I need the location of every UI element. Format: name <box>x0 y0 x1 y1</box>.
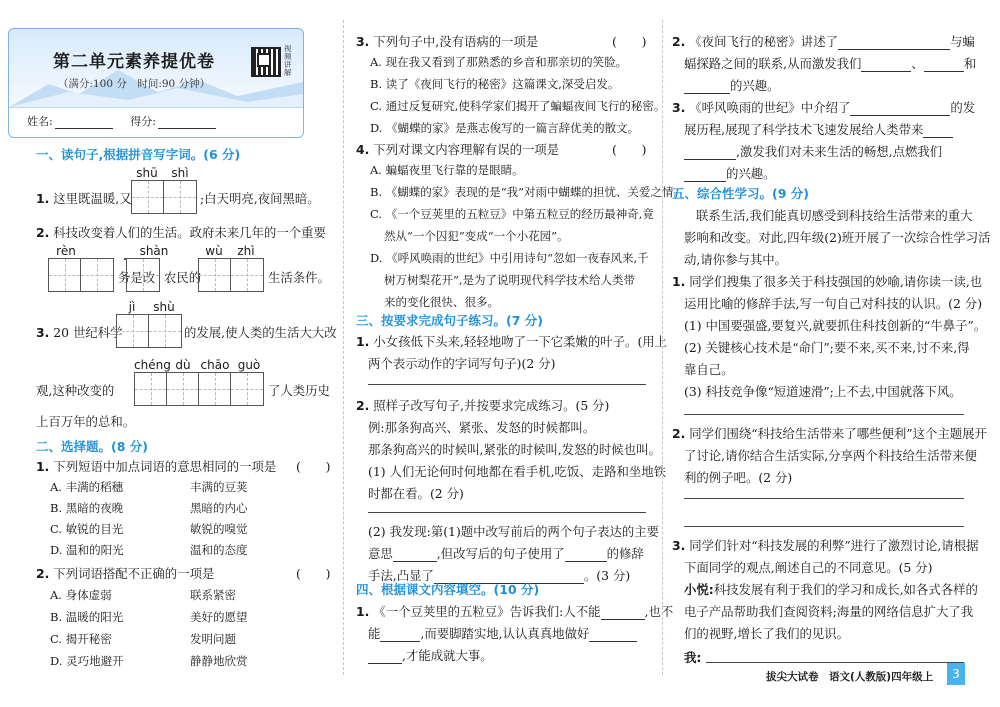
answer-line[interactable] <box>684 414 964 415</box>
answer-paren[interactable]: ( ) <box>296 566 331 581</box>
option-b-right: 美好的愿望 <box>190 610 248 624</box>
s2-q4-text: 4. 下列对课文内容理解有误的一项是 <box>356 142 560 157</box>
exam-title: 第二单元素养提优卷 <box>53 52 215 72</box>
answer-paren[interactable]: ( ) <box>612 34 647 49</box>
sub1-line1: (1) 人们无论何时何地都在看手机,吃饭、走路和坐地铁 <box>368 464 667 479</box>
s5-intro-2: 影响和改变。对此,四年级(2)班开展了一次综合性学习活 <box>684 230 991 245</box>
option-b[interactable]: B. 《蝴蝶的家》表现的是“我”对雨中蝴蝶的担忧、关爱之情。 <box>370 185 686 199</box>
s3-q2-line1: 2. 照样子改写句子,并按要求完成练习。(5 分) <box>356 398 610 413</box>
name-label: 姓名: <box>27 115 53 128</box>
score-label: 得分: <box>130 115 156 128</box>
s4-q2-line3: 的兴趣。 <box>684 76 780 94</box>
option-c-right: 发明问题 <box>190 632 236 646</box>
char-grid[interactable] <box>116 314 182 348</box>
option-b[interactable]: B. 读了《夜间飞行的秘密》这篇课文,深受启发。 <box>370 77 620 91</box>
s2-q1-text: 1. 下列短语中加点词语的意思相同的一项是 <box>36 459 277 474</box>
s1-q3-line2b: 了人类历史 <box>268 383 330 398</box>
char-grid[interactable] <box>198 258 264 292</box>
s1-q1-after: ;白天明亮,夜间黑暗。 <box>200 191 320 206</box>
answer-line[interactable] <box>706 662 964 663</box>
s5-q3-view2: 电子产品帮助我们查阅资料;海量的网络信息扩大了我 <box>684 604 974 619</box>
s5-intro-3: 动,请你参与其中。 <box>684 252 788 267</box>
answer-line[interactable] <box>368 384 646 385</box>
section-3-title: 三、按要求完成句子练习。(7 分) <box>356 313 543 328</box>
option-b-right: 黑暗的内心 <box>190 501 248 515</box>
section-2-title: 二、选择题。(8 分) <box>36 439 148 454</box>
pinyin: shì <box>171 166 189 180</box>
s4-q3-line3: ,激发我们对未来生活的畅想,点燃我们 <box>684 142 942 160</box>
s3-q1-line2: 两个表示动作的字词写句子)(2 分) <box>368 356 556 371</box>
option-a-right: 丰满的豆荚 <box>190 480 248 494</box>
pinyin: rèn <box>56 244 76 258</box>
fill-blank[interactable] <box>368 650 402 664</box>
example-2: 那条狗高兴的时候叫,紧张的时候叫,发怒的时候也叫。 <box>368 442 661 457</box>
s4-q3-line2: 展历程,展现了科学技术飞速发展给人类带来 <box>684 120 953 138</box>
s5-q1-line2: 运用比喻的修辞手法,写一句自己对科技的认识。(2 分) <box>684 296 983 311</box>
s5-q1-s2: (2) 关键核心技术是“命门”;要不来,买不来,讨不来,得 <box>684 340 970 355</box>
option-c[interactable]: C. 揭开秘密 <box>50 632 112 646</box>
option-c[interactable]: C. 《一个豆荚里的五粒豆》中第五粒豆的经历最神奇,竟 <box>370 207 654 221</box>
column-divider <box>343 20 344 675</box>
option-a[interactable]: A. 蝙蝠夜里飞行靠的是眼睛。 <box>370 163 524 177</box>
fill-blank[interactable] <box>565 548 607 562</box>
answer-paren[interactable]: ( ) <box>296 459 331 474</box>
s5-q3-view1: 小悦:科技发展有利于我们的学习和成长,如各式各样的 <box>684 582 978 597</box>
answer-line[interactable] <box>684 498 964 499</box>
section-4-title: 四、根据课文内容填空。(10 分) <box>356 582 540 597</box>
footer-text: 拔尖大试卷 语文(人教版)四年级上 <box>766 671 934 683</box>
column-divider <box>662 20 663 675</box>
fill-blank[interactable] <box>684 168 726 182</box>
s1-q2-a: 务是改 <box>118 270 156 285</box>
pinyin: jì <box>128 300 136 314</box>
option-a[interactable]: A. 现在我又看到了那熟悉的乡音和那亲切的笑脸。 <box>370 55 628 69</box>
qr-code-icon[interactable] <box>251 47 281 77</box>
fill-blank[interactable] <box>923 124 953 138</box>
option-d[interactable]: D. 温和的阳光 <box>50 543 124 557</box>
s1-q3-after: 的发展,使人类的生活大大改 <box>184 325 337 340</box>
pinyin: guò <box>237 358 261 372</box>
example-1: 例:那条狗高兴、紧张、发怒的时候都叫。 <box>368 420 596 435</box>
pinyin: wù <box>205 244 223 258</box>
s5-intro-1: 联系生活,我们能真切感受到科技给生活带来的重大 <box>696 208 973 223</box>
s5-q3-line2: 下面同学的观点,阐述自己的不同意见。(5 分) <box>684 560 933 575</box>
fill-blank[interactable] <box>393 548 437 562</box>
s1-q3-text: 3. 20 世纪科学 <box>36 325 123 340</box>
fill-blank[interactable] <box>924 58 964 72</box>
s1-q1-text: 1. 这里既温暖,又 <box>36 191 132 206</box>
s5-q1-line1: 1. 同学们搜集了很多关于科技强国的妙喻,请你读一读,也 <box>672 274 983 289</box>
sub2-line2: 意思 ,但改写后的句子使用了 的修辞 <box>368 546 644 561</box>
fill-blank[interactable] <box>684 146 736 160</box>
s5-q2-line2: 了讨论,请你结合生活实际,分享两个科技给生活带来便 <box>684 448 977 463</box>
option-d[interactable]: D. 《呼风唤雨的世纪》中引用诗句“忽如一夜春风来,千 <box>370 251 649 265</box>
fill-blank[interactable] <box>838 36 950 50</box>
char-grid[interactable] <box>126 258 160 292</box>
s1-q2-b: 农民的 <box>164 270 202 285</box>
s2-q3-text: 3. 下列句子中,没有语病的一项是 <box>356 34 539 49</box>
s5-q2-line1: 2. 同学们围绕“科技给生活带来了哪些便利”这个主题展开 <box>672 426 987 441</box>
header-box <box>8 28 304 138</box>
option-b[interactable]: B. 温暖的阳光 <box>50 610 124 624</box>
name-score-row <box>9 107 303 137</box>
s1-q3-line3: 上百万年的总和。 <box>36 414 136 429</box>
option-c-right: 敏锐的嗅觉 <box>190 522 248 536</box>
s4-q1-line1: 1. 《一个豆荚里的五粒豆》告诉我们:人不能 ,也不 <box>356 604 674 619</box>
s5-q1-s3: (3) 科技竞争像“短道速滑”;上不去,中国就落下风。 <box>684 384 962 399</box>
option-c[interactable]: C. 敏锐的目光 <box>50 522 124 536</box>
answer-line[interactable] <box>368 512 646 513</box>
section-5-title: 五、综合性学习。(9 分) <box>672 186 809 201</box>
name-blank[interactable] <box>55 115 113 129</box>
s5-q2-line3: 利的例子吧。(2 分) <box>684 470 793 485</box>
pinyin: chéng <box>134 358 171 372</box>
score-blank[interactable] <box>158 115 216 129</box>
s4-q1-line2: 能 ,而要脚踏实地,认认真真地做好 <box>368 624 637 642</box>
char-grid[interactable] <box>131 180 197 214</box>
pinyin: dù <box>175 358 191 372</box>
option-d-cont: 来的变化很快、很多。 <box>384 295 499 309</box>
qr-label: 视频讲解 <box>284 44 292 77</box>
s5-q3-line1: 3. 同学们针对“科技发展的利弊”进行了激烈讨论,请根据 <box>672 538 979 553</box>
pinyin: zhì <box>237 244 255 258</box>
pinyin: shū <box>136 166 158 180</box>
sub1-line2: 时都在看。(2 分) <box>368 486 464 501</box>
sub2-line1: (2) 我发现:第(1)题中改写前后的两个句子表达的主要 <box>368 524 660 539</box>
s5-q1-s1: (1) 中国要强盛,要复兴,就要抓住科技创新的“牛鼻子”。 <box>684 318 987 333</box>
s4-q1-line3: ,才能成就大事。 <box>368 646 493 664</box>
option-d[interactable]: D. 灵巧地避开 <box>50 654 124 668</box>
s4-q3-line4: 的兴趣。 <box>684 164 776 182</box>
s4-q2-line2: 蝠探路之间的联系,从而激发我们 、 和 <box>684 56 977 71</box>
section-1-title: 一、读句子,根据拼音写字词。(6 分) <box>36 147 241 162</box>
char-grid[interactable] <box>48 258 114 292</box>
option-d-right: 温和的态度 <box>190 543 248 557</box>
s5-q1-s2b: 靠自己。 <box>684 362 734 377</box>
pinyin: shù <box>153 300 175 314</box>
option-d[interactable]: D. 《蝴蝶的家》是燕志俊写的一篇言辞优美的散文。 <box>370 121 640 135</box>
answer-paren[interactable]: ( ) <box>612 142 647 157</box>
fill-blank[interactable] <box>684 80 730 94</box>
option-a-right: 联系紧密 <box>190 588 236 602</box>
page-number: 3 <box>947 663 965 685</box>
option-d-right: 静静地欣赏 <box>190 654 248 668</box>
s4-q3-line1: 3. 《呼风唤雨的世纪》中介绍了 的发 <box>672 100 976 115</box>
fill-blank[interactable] <box>589 628 637 642</box>
s5-q3-me: 我: <box>684 650 702 665</box>
s3-q1-line1: 1. 小女孩低下头来,轻轻地吻了一下它柔嫩的叶子。(用上 <box>356 334 668 349</box>
option-b[interactable]: B. 黑暗的夜晚 <box>50 501 124 515</box>
s1-q2-line1: 2. 科技改变着人们的生活。政府未来几年的一个重要 <box>36 225 326 240</box>
s5-q3-view3: 们的视野,增长了我们的见识。 <box>684 626 850 641</box>
pinyin: chāo <box>200 358 230 372</box>
fill-blank[interactable] <box>861 58 911 72</box>
s1-q3-line2a: 观,这种改变的 <box>36 383 115 398</box>
s4-q2-line1: 2. 《夜间飞行的秘密》讲述了 与蝙 <box>672 34 975 49</box>
fill-blank[interactable] <box>601 606 645 620</box>
char-grid[interactable] <box>134 372 264 406</box>
s1-q2-c: 生活条件。 <box>268 270 330 285</box>
fill-blank[interactable] <box>850 102 950 116</box>
option-a[interactable]: A. 丰满的稻穗 <box>50 480 124 494</box>
answer-line[interactable] <box>684 526 964 527</box>
exam-subtitle: （满分:100 分 时间:90 分钟） <box>57 78 211 90</box>
s2-q2-text: 2. 下列词语搭配不正确的一项是 <box>36 566 215 581</box>
option-c-cont: 然从“一个囚犯”变成“一个小花园”。 <box>384 229 569 243</box>
option-d-cont: 树万树梨花开”,是为了说明现代科学技术给人类带 <box>384 273 636 287</box>
sub2-line3: 手法,凸显了 。(3 分) <box>368 568 631 583</box>
option-c[interactable]: C. 通过反复研究,使科学家们揭开了蝙蝠夜间飞行的秘密。 <box>370 99 666 113</box>
fill-blank[interactable] <box>380 628 420 642</box>
pinyin: shàn <box>139 244 169 258</box>
option-a[interactable]: A. 身体虚弱 <box>50 588 112 602</box>
